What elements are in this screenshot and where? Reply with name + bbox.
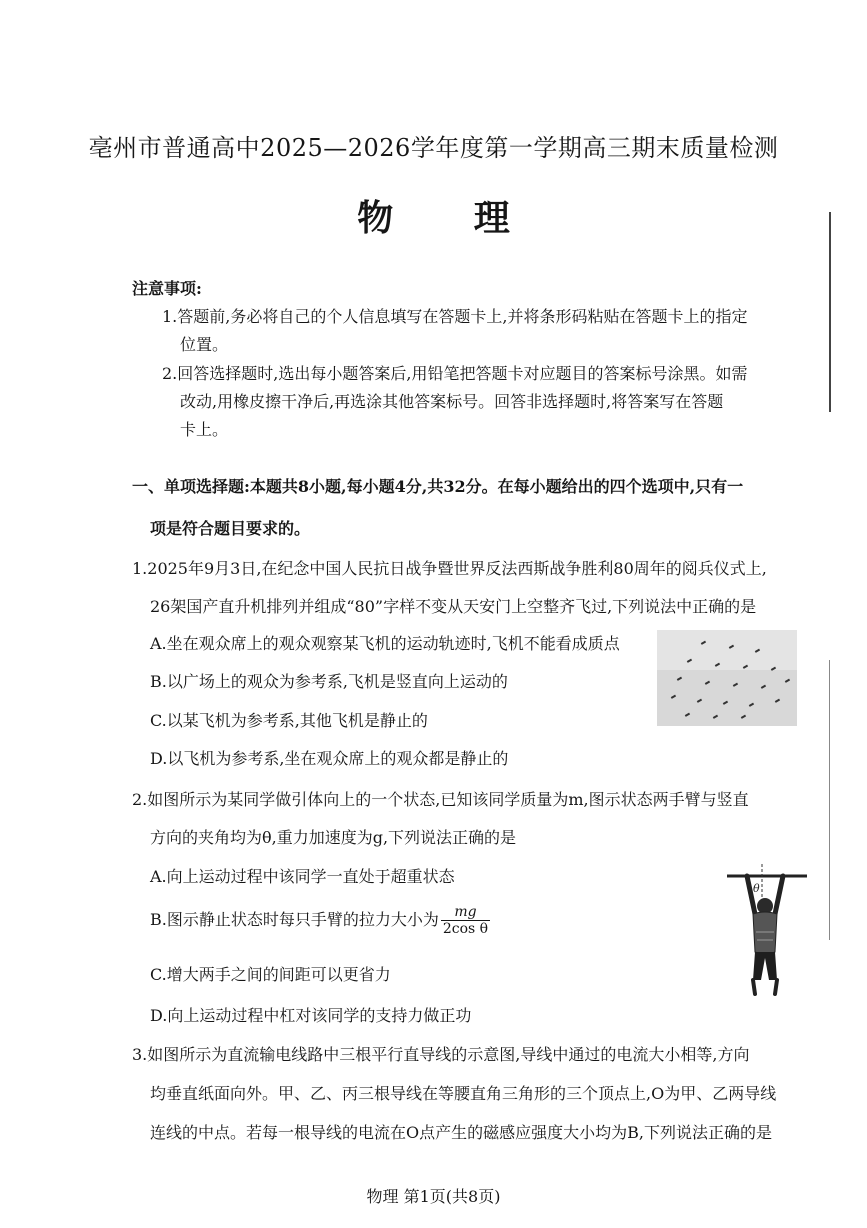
- q2-option-b-text: B.图示静止状态时每只手臂的拉力大小为: [150, 910, 439, 929]
- q3-stem-line-2: 均垂直纸面向外。甲、乙、丙三根导线在等腰直角三角形的三个顶点上,O为甲、乙两导线: [150, 1084, 777, 1103]
- page-footer: 物理 第1页(共8页): [366, 1187, 501, 1206]
- q3-stem-line-1: 3.如图所示为直流输电线路中三根平行直导线的示意图,导线中通过的电流大小相等,方向: [132, 1045, 750, 1064]
- q2-option-a: A.向上运动过程中该同学一直处于超重状态: [150, 867, 455, 886]
- section-1-heading-line-1: 一、单项选择题:本题共8小题,每小题4分,共32分。在每小题给出的四个选项中,只有一: [132, 477, 744, 496]
- legs: [753, 952, 777, 980]
- force-fraction: [441, 904, 490, 937]
- notes-item-2-line-2: 改动,用橡皮擦干净后,再选涂其他答案标号。回答非选择题时,将答案写在答题: [180, 392, 724, 411]
- fraction-numerator: mg: [441, 904, 490, 921]
- angle-label: θ: [753, 882, 760, 895]
- torso: [753, 912, 777, 954]
- q1-option-a: A.坐在观众席上的观众观察某飞机的运动轨迹时,飞机不能看成质点: [150, 634, 620, 653]
- q3-stem-line-3: 连线的中点。若每一根导线的电流在O点产生的磁感应强度大小均为B,下列说法正确的是: [150, 1123, 772, 1142]
- q2-stem-line-1: 2.如图所示为某同学做引体向上的一个状态,已知该同学质量为m,图示状态两手臂与竖直: [132, 790, 749, 809]
- q2-option-c: C.增大两手之间的间距可以更省力: [150, 965, 391, 984]
- scan-edge-mark: [829, 212, 831, 412]
- q1-option-c: C.以某飞机为参考系,其他飞机是静止的: [150, 711, 428, 730]
- q1-stem-line-1: 1.2025年9月3日,在纪念中国人民抗日战争暨世界反法西斯战争胜利80周年的阅兵仪式上,: [132, 559, 767, 578]
- q1-option-d: D.以飞机为参考系,坐在观众席上的观众都是静止的: [150, 749, 509, 768]
- notes-item-1-line-2: 位置。: [180, 335, 229, 354]
- scan-edge-mark-lower: [829, 660, 830, 940]
- pull-up-figure: [725, 862, 809, 1000]
- section-1-heading-line-2: 项是符合题目要求的。: [150, 519, 311, 538]
- q2-option-d: D.向上运动过程中杠对该同学的支持力做正功: [150, 1006, 472, 1025]
- helicopter-formation-photo: [657, 630, 797, 726]
- feet: [753, 980, 777, 994]
- notes-item-2-line-1: 2.回答选择题时,选出每小题答案后,用铅笔把答题卡对应题目的答案标号涂黑。如需: [162, 364, 748, 383]
- exam-title: 亳州市普通高中2025—2026学年度第一学期高三期末质量检测: [88, 134, 779, 162]
- notes-item-2-line-3: 卡上。: [180, 420, 229, 439]
- q1-option-b: B.以广场上的观众为参考系,飞机是竖直向上运动的: [150, 672, 508, 691]
- q2-option-b: [150, 904, 490, 937]
- subject-title: 物 理: [357, 197, 544, 239]
- fraction-denominator: 2cos θ: [442, 921, 489, 937]
- q1-stem-line-2: 26架国产直升机排列并组成“80”字样不变从天安门上空整齐飞过,下列说法中正确的是: [150, 597, 757, 616]
- notes-item-1-line-1: 1.答题前,务必将自己的个人信息填写在答题卡上,并将条形码粘贴在答题卡上的指定: [162, 307, 748, 326]
- q2-stem-line-2: 方向的夹角均为θ,重力加速度为g,下列说法正确的是: [150, 828, 517, 847]
- notes-heading: 注意事项:: [132, 279, 202, 298]
